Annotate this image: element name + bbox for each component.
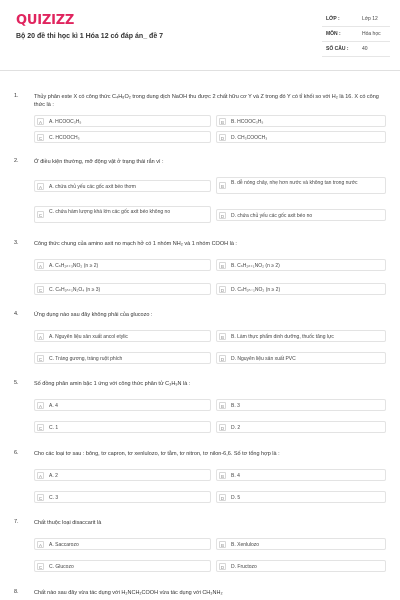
option-b[interactable] — [216, 330, 386, 342]
option-b[interactable] — [216, 469, 386, 481]
option-text: B. dễ nóng chảy, nhẹ hơn nước và không tan trong nước — [231, 180, 358, 186]
option-a[interactable] — [34, 115, 211, 127]
option-b[interactable] — [216, 115, 386, 127]
question-text: Ở điều kiện thường, mỡ động vật ở trạng thái rắn vì : — [34, 159, 164, 165]
option-text: C. 3 — [49, 495, 59, 501]
option-b[interactable] — [216, 177, 386, 194]
meta-value: Lớp 12 — [362, 16, 378, 22]
question-number: 7. — [14, 519, 19, 525]
option-letter: B — [220, 404, 224, 409]
option-c[interactable] — [34, 421, 211, 433]
option-b[interactable] — [216, 538, 386, 550]
option-text: D. Fructozo — [231, 564, 257, 570]
option-text: C. HCOOCH₃ — [49, 135, 80, 141]
question-number: 6. — [14, 450, 19, 456]
meta-row-count — [322, 42, 390, 57]
option-text: A. 4 — [49, 403, 58, 409]
option-letter: D — [220, 426, 225, 431]
option-text: A. 2 — [49, 473, 58, 479]
option-letter: B — [220, 543, 224, 548]
option-text: B. CₙH₂ₙ₊₁NO₂ (n ≥ 2) — [231, 263, 280, 269]
option-text: C. Glucozo — [49, 564, 74, 570]
option-letter: A — [38, 474, 42, 479]
option-letter: B — [220, 474, 224, 479]
meta-label: MÔN : — [326, 31, 341, 37]
option-letter: A — [38, 185, 42, 190]
quizizz-logo: QUIZIZZ — [16, 13, 75, 28]
option-text: D. CH₃COOCH₃ — [231, 135, 268, 141]
option-text: B. 3 — [231, 403, 240, 409]
option-b[interactable] — [216, 259, 386, 271]
option-letter: C — [38, 426, 43, 431]
option-text: A. Nguyên liệu sản xuất ancol etylic — [49, 334, 128, 340]
option-letter: C — [38, 213, 43, 218]
option-text: C. Tráng gương, tráng ruột phích — [49, 356, 123, 362]
option-text: A. Saccarozo — [49, 542, 79, 548]
option-text: D. Nguyên liệu sản xuất PVC — [231, 356, 296, 362]
option-a[interactable] — [34, 469, 211, 481]
option-letter: B — [220, 120, 224, 125]
option-letter: D — [220, 565, 225, 570]
question-text: Công thức chung của amino axit no mạch hở có 1 nhóm NH₂ và 1 nhóm COOH là : — [34, 241, 237, 247]
meta-label: SỐ CÂU : — [326, 46, 349, 52]
option-d[interactable] — [216, 352, 386, 364]
question-number: 4. — [14, 311, 19, 317]
option-letter: C — [38, 357, 43, 362]
option-c[interactable] — [34, 283, 211, 295]
option-letter: D — [220, 288, 225, 293]
option-text: A. HCOOC₃H₅ — [49, 119, 82, 125]
option-letter: C — [38, 136, 43, 141]
option-a[interactable] — [34, 538, 211, 550]
question-text: Thủy phân este X có công thức C₄H₈O₂ trong dung dịch NaOH thu được 2 chất hữu cơ Y và Z trong đó Y có tỉ khối so với H₂ là 16. X có công thức là : — [34, 94, 379, 108]
meta-value: 40 — [362, 46, 368, 52]
option-letter: D — [220, 496, 225, 501]
header-divider — [0, 70, 400, 71]
option-letter: A — [38, 543, 42, 548]
question-text: Chất thuộc loại disaccarit là — [34, 520, 102, 526]
option-text: D. CₙH₂ₙ₋₁NO₂ (n ≥ 2) — [231, 287, 281, 293]
option-text: D. chứa chủ yếu các gốc axit béo no — [231, 213, 313, 219]
option-letter: A — [38, 404, 42, 409]
option-text: A. chứa chủ yếu các gốc axit béo thơm — [49, 184, 136, 190]
option-text: C. 1 — [49, 425, 59, 431]
question-text: Chất nào sau đây vừa tác dụng với H₂NCH₂COOH vừa tác dụng với CH₃NH₂ — [34, 590, 223, 596]
meta-row-class — [322, 12, 390, 27]
question-text: Ứng dụng nào sau đây không phải của glucozo : — [34, 312, 153, 318]
option-text: C. chứa hàm lượng khá lớn các gốc axit béo không no — [49, 209, 171, 215]
option-d[interactable] — [216, 421, 386, 433]
option-letter: A — [38, 335, 42, 340]
option-d[interactable] — [216, 131, 386, 143]
option-d[interactable] — [216, 283, 386, 295]
meta-table — [322, 12, 390, 57]
option-letter: B — [220, 264, 224, 269]
question-number: 5. — [14, 380, 19, 386]
question-text: Số đồng phân amin bậc 1 ứng với công thức phân tử C₃H₉N là : — [34, 381, 191, 387]
option-d[interactable] — [216, 209, 386, 221]
option-letter: D — [220, 136, 225, 141]
option-text: C. CₙH₂ₙ₊₁N₂O₄ (n ≥ 3) — [49, 287, 101, 293]
option-letter: A — [38, 120, 42, 125]
page-title: Bộ 20 đề thi học kì 1 Hóa 12 có đáp án_ đề 7 — [16, 33, 164, 40]
meta-value: Hóa học — [362, 31, 381, 37]
option-d[interactable] — [216, 560, 386, 572]
option-letter: C — [38, 288, 43, 293]
question-text: Cho các loại tơ sau : bông, tơ capron, tơ xenlulozo, tơ tằm, tơ nitron, tơ nilon-6,6. Số tơ tổng hợp là : — [34, 451, 280, 457]
option-a[interactable] — [34, 180, 211, 192]
question-number: 1. — [14, 93, 19, 99]
option-b[interactable] — [216, 399, 386, 411]
option-letter: D — [220, 357, 225, 362]
option-text: B. HCOOC₃H₅ — [231, 119, 264, 125]
option-c[interactable] — [34, 352, 211, 364]
option-letter: B — [220, 184, 224, 189]
meta-label: LỚP : — [326, 16, 340, 22]
option-c[interactable] — [34, 206, 211, 223]
option-letter: B — [220, 335, 224, 340]
option-text: B. Làm thực phẩm dinh dưỡng, thuốc tăng lực — [231, 334, 334, 340]
option-text: D. 5 — [231, 495, 241, 501]
question-number: 2. — [14, 158, 19, 164]
question-number: 8. — [14, 589, 19, 595]
worksheet-header — [0, 0, 400, 70]
option-a[interactable] — [34, 330, 211, 342]
option-text: B. 4 — [231, 473, 240, 479]
option-text: B. Xenlulozo — [231, 542, 260, 548]
option-a[interactable] — [34, 399, 211, 411]
option-text: D. 2 — [231, 425, 241, 431]
option-text: A. CₙH₂ₙ₊₃NO₂ (n ≥ 2) — [49, 263, 99, 269]
option-c[interactable] — [34, 131, 211, 143]
option-letter: A — [38, 264, 42, 269]
option-d[interactable] — [216, 491, 386, 503]
option-letter: D — [220, 214, 225, 219]
option-c[interactable] — [34, 491, 211, 503]
option-c[interactable] — [34, 560, 211, 572]
meta-row-subject — [322, 27, 390, 42]
question-number: 3. — [14, 240, 19, 246]
option-letter: C — [38, 565, 43, 570]
option-a[interactable] — [34, 259, 211, 271]
option-letter: C — [38, 496, 43, 501]
